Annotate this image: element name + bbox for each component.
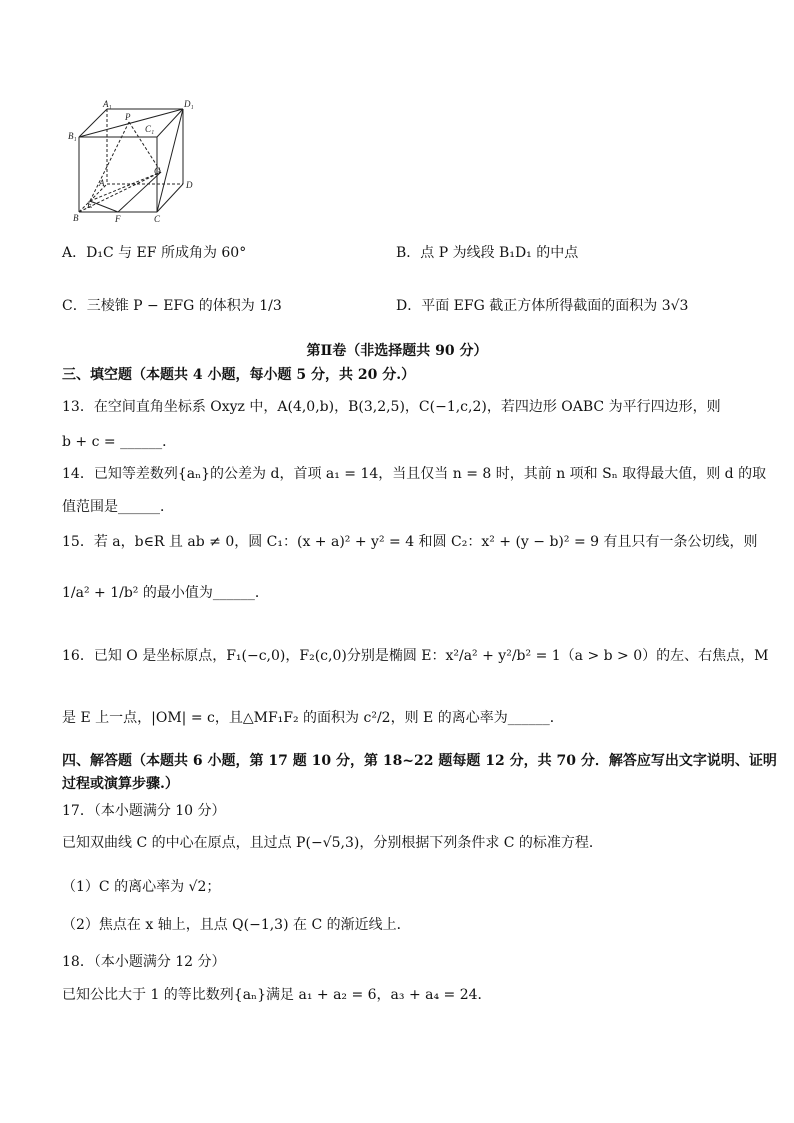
question-13: 13．在空间直角坐标系 Oxyz 中，A(4,0,b)，B(3,2,5)，C(−1,c,2)，若四边形 OABC 为平行四边形，则 bbox=[62, 399, 721, 415]
question-17-part2: （2）焦点在 x 轴上，且点 Q(−1,3) 在 C 的渐近线上． bbox=[62, 917, 411, 933]
label-c1: C₁ bbox=[145, 124, 155, 134]
question-15: 15．若 a，b∈R 且 ab ≠ 0，圆 C₁：(x + a)² + y² = 4 和圆 C₂：x² + (y − b)² = 9 有且只有一条公切线，则 bbox=[62, 534, 758, 550]
question-18: 已知公比大于 1 的等比数列{aₙ}满足 a₁ + a₂ = 6，a₃ + a₄ = 24． bbox=[62, 987, 492, 1003]
question-15-blank: 1/a² + 1/b² 的最小值为______． bbox=[62, 585, 269, 601]
question-18-heading: 18．（本小题满分 12 分） bbox=[62, 954, 226, 970]
label-b: B bbox=[73, 213, 79, 223]
label-d1: D₁ bbox=[184, 99, 194, 109]
question-16-blank: 是 E 上一点，|OM| = c，且△MF₁F₂ 的面积为 c²/2，则 E 的离心率为______． bbox=[62, 710, 564, 726]
label-a: A bbox=[99, 178, 105, 188]
question-14: 14．已知等差数列{aₙ}的公差为 d，首项 a₁ = 14，当且仅当 n = 8 时，其前 n 项和 Sₙ 取得最大值，则 d 的取 bbox=[62, 466, 767, 482]
question-17-heading: 17．（本小题满分 10 分） bbox=[62, 803, 226, 819]
part2-title: 第Ⅱ卷（非选择题共 90 分） bbox=[306, 343, 488, 359]
segment-e-f bbox=[90, 201, 118, 212]
segment-f-g bbox=[118, 172, 161, 212]
label-a1: A₁ bbox=[103, 99, 112, 109]
label-e: E bbox=[87, 200, 93, 210]
option-a: A．D₁C 与 EF 所成角为 60° bbox=[62, 245, 247, 261]
solve-heading: 四、解答题（本题共 6 小题，第 17 题 10 分，第 18~22 题每题 12 分，共 70 分．解答应写出文字说明、证明 bbox=[62, 753, 777, 769]
cube-figure bbox=[65, 97, 225, 227]
question-16: 16．已知 O 是坐标原点，F₁(−c,0)，F₂(c,0)分别是椭圆 E：x²/a² + y²/b² = 1（a > b > 0）的左、右焦点，M bbox=[62, 648, 769, 664]
option-c: C．三棱锥 P − EFG 的体积为 1/3 bbox=[62, 298, 282, 314]
fill-heading: 三、填空题（本题共 4 小题，每小题 5 分，共 20 分.） bbox=[62, 367, 416, 383]
question-17-part1: （1）C 的离心率为 √2； bbox=[62, 879, 221, 895]
label-f: F bbox=[115, 214, 121, 224]
question-13-blank: b + c = ______． bbox=[62, 434, 177, 450]
label-g: G bbox=[154, 166, 161, 176]
option-b: B．点 P 为线段 B₁D₁ 的中点 bbox=[396, 245, 579, 261]
label-b1: B₁ bbox=[68, 131, 77, 141]
segment-b1-d1 bbox=[79, 109, 183, 137]
label-p: P bbox=[125, 112, 131, 122]
label-d: D bbox=[186, 180, 193, 190]
solve-heading-2: 过程或演算步骤.） bbox=[62, 776, 179, 792]
option-d: D．平面 EFG 截正方体所得截面的面积为 3√3 bbox=[396, 298, 689, 314]
label-c: C bbox=[154, 214, 161, 224]
question-17: 已知双曲线 C 的中心在原点，且过点 P(−√5,3)，分别根据下列条件求 C 的标准方程． bbox=[62, 835, 603, 851]
question-14-blank: 值范围是______． bbox=[62, 499, 174, 515]
segment-p-e bbox=[90, 122, 129, 201]
edge-b-a bbox=[79, 184, 107, 212]
segment-d1-c bbox=[157, 109, 183, 212]
